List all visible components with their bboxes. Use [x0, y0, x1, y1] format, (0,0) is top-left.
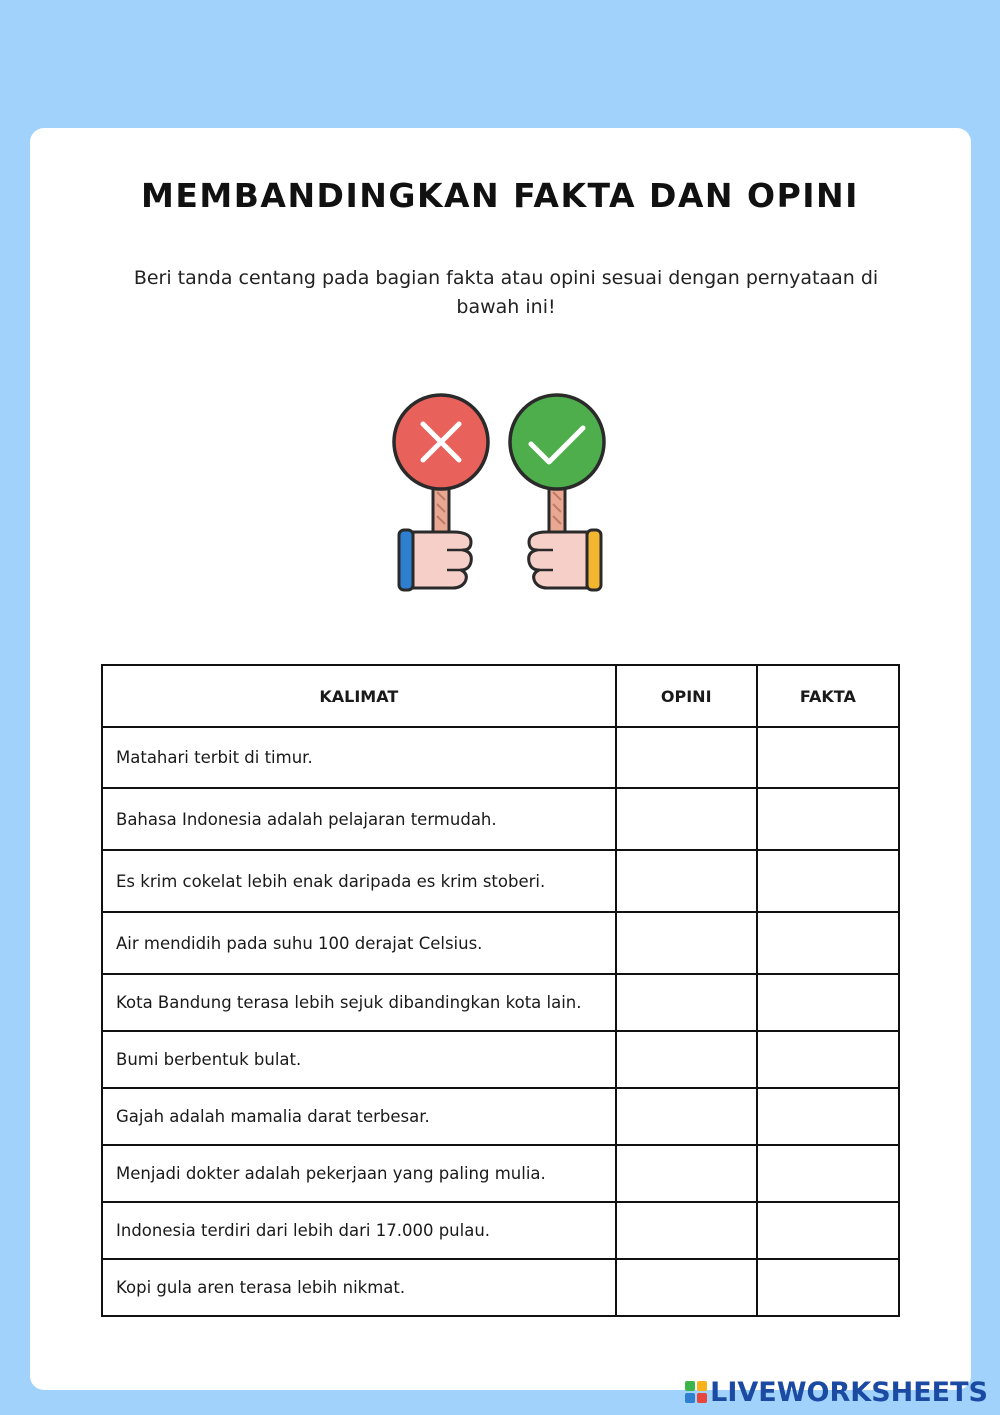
table-row: [102, 1259, 899, 1316]
table-row: [102, 850, 899, 912]
table-header-row: [102, 665, 899, 727]
fakta-checkbox-cell[interactable]: [757, 1202, 899, 1259]
sentence-cell: Matahari terbit di timur.: [102, 727, 616, 788]
header-fakta: FAKTA: [757, 665, 899, 727]
right-sign-stick: [549, 486, 565, 534]
fakta-checkbox-cell[interactable]: [757, 1145, 899, 1202]
left-sign-stick: [433, 486, 449, 534]
sentence-cell: Air mendidih pada suhu 100 derajat Celsius.: [102, 912, 616, 974]
right-hand-icon: [529, 530, 601, 590]
opini-checkbox-cell[interactable]: [616, 1202, 757, 1259]
fact-opinion-illustration: [385, 388, 615, 600]
liveworksheets-wordmark: LIVEWORKSHEETS: [710, 1376, 988, 1408]
liveworksheets-logo-icon: [685, 1381, 707, 1403]
sentence-cell: Bumi berbentuk bulat.: [102, 1031, 616, 1088]
table-row: [102, 727, 899, 788]
header-kalimat: KALIMAT: [102, 665, 616, 727]
table-row: [102, 1202, 899, 1259]
sentence-cell: Menjadi dokter adalah pekerjaan yang paling mulia.: [102, 1145, 616, 1202]
fakta-checkbox-cell[interactable]: [757, 912, 899, 974]
sentence-cell: Indonesia terdiri dari lebih dari 17.000 pulau.: [102, 1202, 616, 1259]
table-row: [102, 1031, 899, 1088]
fakta-checkbox-cell[interactable]: [757, 850, 899, 912]
table-row: [102, 974, 899, 1031]
fact-opinion-table: [101, 664, 900, 1317]
check-icon: [510, 395, 604, 489]
worksheet-title: MEMBANDINGKAN FAKTA DAN OPINI: [141, 176, 859, 215]
table-row: [102, 1088, 899, 1145]
opini-checkbox-cell[interactable]: [616, 1031, 757, 1088]
opini-checkbox-cell[interactable]: [616, 1145, 757, 1202]
table-row: [102, 788, 899, 850]
table-row: [102, 912, 899, 974]
liveworksheets-brand[interactable]: [685, 1377, 988, 1407]
sentence-cell: Gajah adalah mamalia darat terbesar.: [102, 1088, 616, 1145]
opini-checkbox-cell[interactable]: [616, 1259, 757, 1316]
header-opini: OPINI: [616, 665, 757, 727]
instruction-text: Beri tanda centang pada bagian fakta atau opini sesuai dengan pernyataan di bawah ini!: [133, 267, 879, 318]
opini-checkbox-cell[interactable]: [616, 788, 757, 850]
fakta-checkbox-cell[interactable]: [757, 788, 899, 850]
table-row: [102, 1145, 899, 1202]
opini-checkbox-cell[interactable]: [616, 727, 757, 788]
opini-checkbox-cell[interactable]: [616, 974, 757, 1031]
opini-checkbox-cell[interactable]: [616, 912, 757, 974]
fakta-checkbox-cell[interactable]: [757, 974, 899, 1031]
fakta-checkbox-cell[interactable]: [757, 727, 899, 788]
sentence-cell: Es krim cokelat lebih enak daripada es krim stoberi.: [102, 850, 616, 912]
fakta-checkbox-cell[interactable]: [757, 1031, 899, 1088]
sentence-cell: Kopi gula aren terasa lebih nikmat.: [102, 1259, 616, 1316]
left-hand-icon: [399, 530, 471, 590]
fakta-checkbox-cell[interactable]: [757, 1088, 899, 1145]
sentence-cell: Kota Bandung terasa lebih sejuk dibandingkan kota lain.: [102, 974, 616, 1031]
opini-checkbox-cell[interactable]: [616, 1088, 757, 1145]
sentence-cell: Bahasa Indonesia adalah pelajaran termudah.: [102, 788, 616, 850]
opini-checkbox-cell[interactable]: [616, 850, 757, 912]
cross-icon: [394, 395, 488, 489]
fakta-checkbox-cell[interactable]: [757, 1259, 899, 1316]
